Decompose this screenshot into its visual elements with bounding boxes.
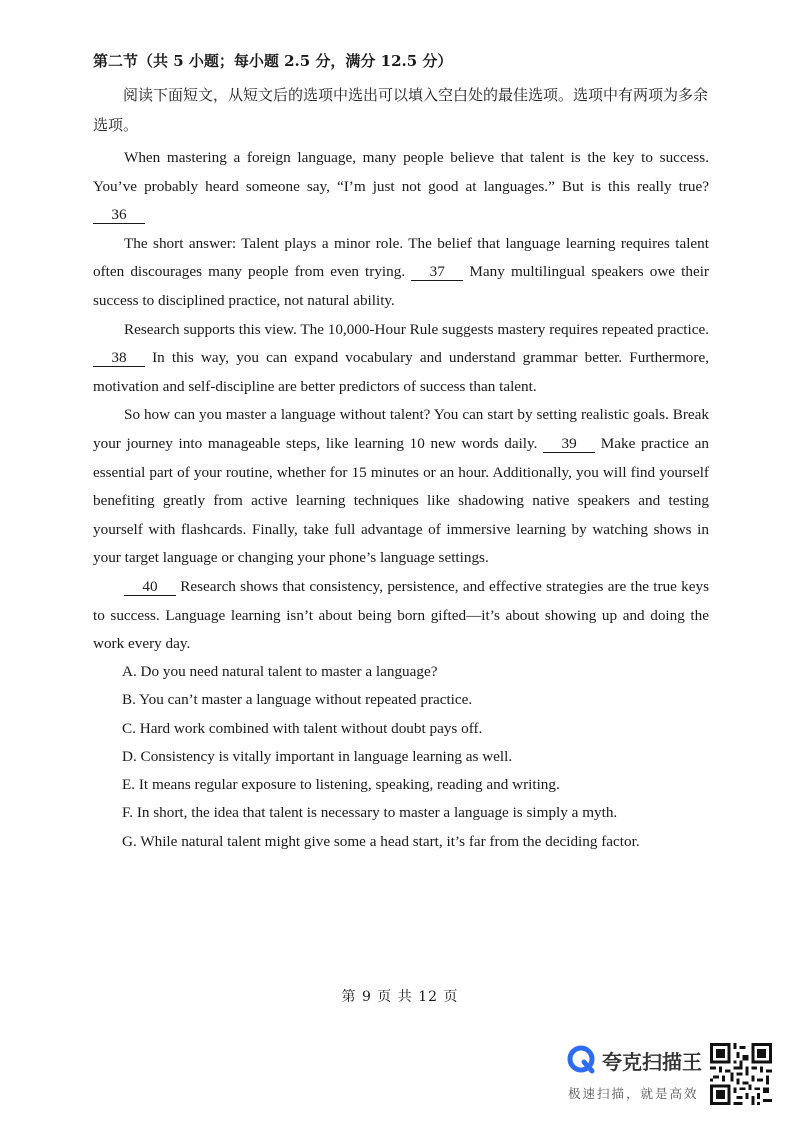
section-title: 第二节（共 5 小题；每小题 2.5 分，满分 12.5 分） <box>93 52 453 70</box>
option-a: A. Do you need natural talent to master a language? <box>122 663 438 680</box>
options-list <box>122 658 640 856</box>
option-b: B. You can’t master a language without repeated practice. <box>122 691 473 709</box>
paragraph-1-text: When mastering a foreign language, many people believe that talent is the key to success. You’ve probably heard someone say, “I’m just not good at languages.” But is this really true? <box>93 149 709 195</box>
quark-logo-icon <box>566 1044 596 1074</box>
passage <box>93 144 709 659</box>
option-c: C. Hard work combined with talent without doubt pays off. <box>122 719 483 737</box>
brand-name: 夸克扫描王 <box>602 1050 702 1074</box>
blank-36: 36 <box>93 207 145 224</box>
option-f: F. In short, the idea that talent is necessary to master a language is simply a myth. <box>122 804 618 822</box>
paragraph-4 <box>93 401 709 573</box>
paragraph-2-before: The short answer: Talent plays a minor role. The belief that language learning requires talent often discourages many people from even trying. <box>93 234 709 281</box>
paragraph-2-after: Many multilingual speakers owe their success to disciplined practice, not natural ability. <box>93 263 709 309</box>
blank-40: 40 <box>124 579 176 596</box>
paragraph-4-after: Make practice an essential part of your routine, whether for 15 minutes or an hour. Additionally, you will find yourself benefiting greatly from active learning techniques like shadowing native speakers and testing yourself with flashcards. Finally, take full advantage of immersive learning by watching shows in your target language or changing your phone’s language settings. <box>93 434 710 567</box>
paragraph-4-before: So how can you master a language without talent? You can start by setting realistic goals. Break your journey into manageable steps, like learning 10 new words daily. <box>93 406 709 452</box>
blank-38: 38 <box>93 350 145 367</box>
blank-37: 37 <box>411 264 463 281</box>
page-number: 第 9 页 共 12 页 <box>341 989 459 1005</box>
paragraph-2 <box>93 230 709 316</box>
paragraph-5-after: Research shows that consistency, persistence, and effective strategies are the true keys to success. Language learning isn’t about being born gifted—it’s about showing up and doing the work every day. <box>93 577 709 653</box>
paragraph-5 <box>93 573 709 659</box>
qr-code-icon <box>710 1043 772 1105</box>
paragraph-3-after: In this way, you can expand vocabulary and understand grammar better. Furthermore, motivation and self-discipline are better predictors of success than talent. <box>93 349 709 395</box>
paragraph-1 <box>93 144 709 230</box>
brand-slogan: 极速扫描，就是高效 <box>568 1086 699 1101</box>
option-e: E. It means regular exposure to listening, speaking, reading and writing. <box>122 776 560 794</box>
scanner-watermark <box>566 1044 706 1108</box>
paragraph-3-before: Research supports this view. The 10,000-Hour Rule suggests mastery requires repeated practice. <box>124 320 709 338</box>
blank-39: 39 <box>543 436 595 453</box>
option-g: G. While natural talent might give some a head start, it’s far from the deciding factor. <box>122 832 640 850</box>
paragraph-3 <box>93 316 709 402</box>
option-d: D. Consistency is vitally important in language learning as well. <box>122 747 513 765</box>
section-instructions: 阅读下面短文，从短文后的选项中选出可以填入空白处的最佳选项。选项中有两项为多余选项。 <box>93 86 709 134</box>
